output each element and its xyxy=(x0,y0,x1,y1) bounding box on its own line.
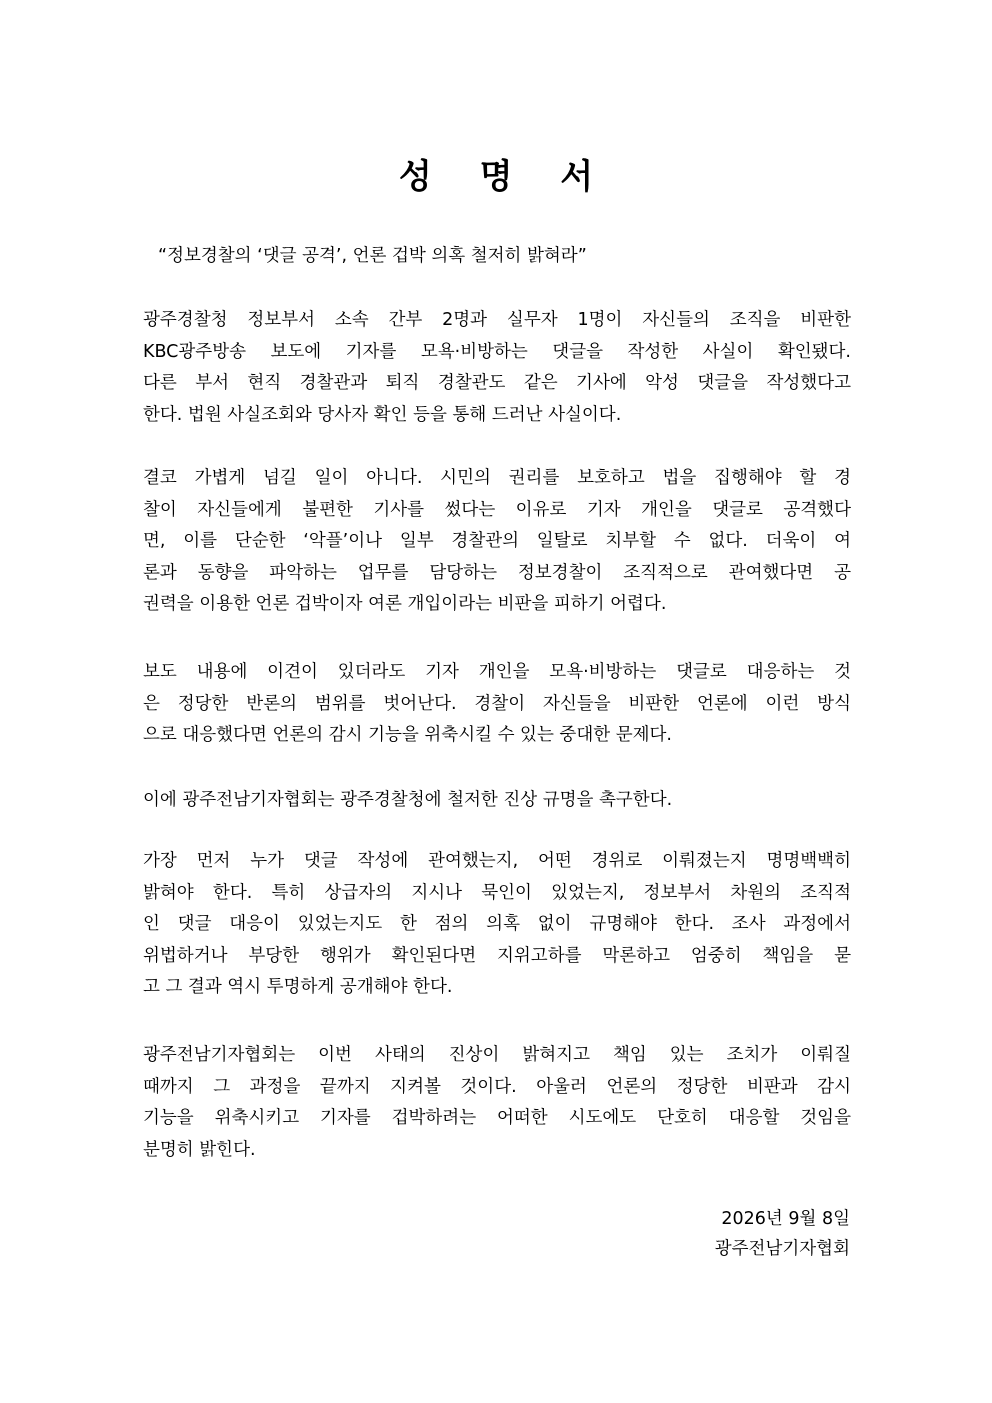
document-subtitle: “정보경찰의 ‘댓글 공격’, 언론 겁박 의혹 철저히 밝혀라” xyxy=(158,246,587,266)
signoff xyxy=(715,1204,850,1264)
paragraph-line: KBC광주방송 보도에 기자를 모욕·비방하는 댓글을 작성한 사실이 확인됐다. xyxy=(143,341,851,362)
paragraph-line: 인 댓글 대응이 있었는지도 한 점의 의혹 없이 규명해야 한다. 조사 과정에서 xyxy=(143,914,851,934)
paragraph-6 xyxy=(143,1040,851,1166)
paragraph-line: 한다. 법원 사실조회와 당사자 확인 등을 통해 드러난 사실이다. xyxy=(143,404,622,425)
paragraph-line: 론과 동향을 파악하는 업무를 담당하는 정보경찰이 조직적으로 관여했다면 공 xyxy=(143,562,851,583)
paragraph-line: 밝혀야 한다. 특히 상급자의 지시나 묵인이 있었는지, 정보부서 차원의 조직적 xyxy=(143,882,851,903)
paragraph-line: 위법하거나 부당한 행위가 확인된다면 지위고하를 막론하고 엄중히 책임을 묻 xyxy=(143,945,851,966)
statement-date: 2026년 9월 8일 xyxy=(721,1209,850,1229)
paragraph-line: 고 그 결과 역시 투명하게 공개해야 한다. xyxy=(143,977,453,997)
organization-name: 광주전남기자협회 xyxy=(714,1239,850,1259)
paragraph-line: 다른 부서 현직 경찰관과 퇴직 경찰관도 같은 기사에 악성 댓글을 작성했다고 xyxy=(143,373,851,393)
document-title: 성 명 서 xyxy=(398,157,612,197)
paragraph-line: 찰이 자신들에게 불편한 기사를 썼다는 이유로 기자 개인을 댓글로 공격했다 xyxy=(143,499,851,520)
paragraph-line: 기능을 위축시키고 기자를 겁박하려는 어떠한 시도에도 단호히 대응할 것임을 xyxy=(143,1108,851,1128)
paragraph-line: 분명히 밝힌다. xyxy=(143,1139,256,1160)
paragraph-line: 결코 가볍게 넘길 일이 아니다. 시민의 권리를 보호하고 법을 집행해야 할 경 xyxy=(143,468,851,488)
paragraph-line: 권력을 이용한 언론 겁박이자 여론 개입이라는 비판을 피하기 어렵다. xyxy=(143,594,667,614)
paragraph-line: 이에 광주전남기자협회는 광주경찰청에 철저한 진상 규명을 촉구한다. xyxy=(143,790,673,810)
paragraph-line: 면, 이를 단순한 ‘악플’이나 일부 경찰관의 일탈로 치부할 수 없다. 더욱이 여 xyxy=(143,531,851,551)
paragraph-2 xyxy=(143,463,851,621)
paragraph-line: 으로 대응했다면 언론의 감시 기능을 위축시킬 수 있는 중대한 문제다. xyxy=(143,725,672,745)
paragraph-line: 은 정당한 반론의 범위를 벗어난다. 경찰이 자신들을 비판한 언론에 이런 방식 xyxy=(143,693,851,714)
paragraph-line: 보도 내용에 이견이 있더라도 기자 개인을 모욕·비방하는 댓글로 대응하는 것 xyxy=(143,662,851,682)
paragraph-5 xyxy=(143,846,851,1004)
paragraph-4 xyxy=(143,785,851,817)
paragraph-line: 가장 먼저 누가 댓글 작성에 관여했는지, 어떤 경위로 이뤄졌는지 명명백백히 xyxy=(143,851,851,871)
paragraph-1 xyxy=(143,305,851,431)
paragraph-line: 광주경찰청 정보부서 소속 간부 2명과 실무자 1명이 자신들의 조직을 비판한 xyxy=(143,310,851,330)
paragraph-3 xyxy=(143,657,851,752)
paragraph-line: 때까지 그 과정을 끝까지 지켜볼 것이다. 아울러 언론의 정당한 비판과 감시 xyxy=(143,1076,851,1097)
paragraph-line: 광주전남기자협회는 이번 사태의 진상이 밝혀지고 책임 있는 조치가 이뤄질 xyxy=(143,1045,851,1065)
